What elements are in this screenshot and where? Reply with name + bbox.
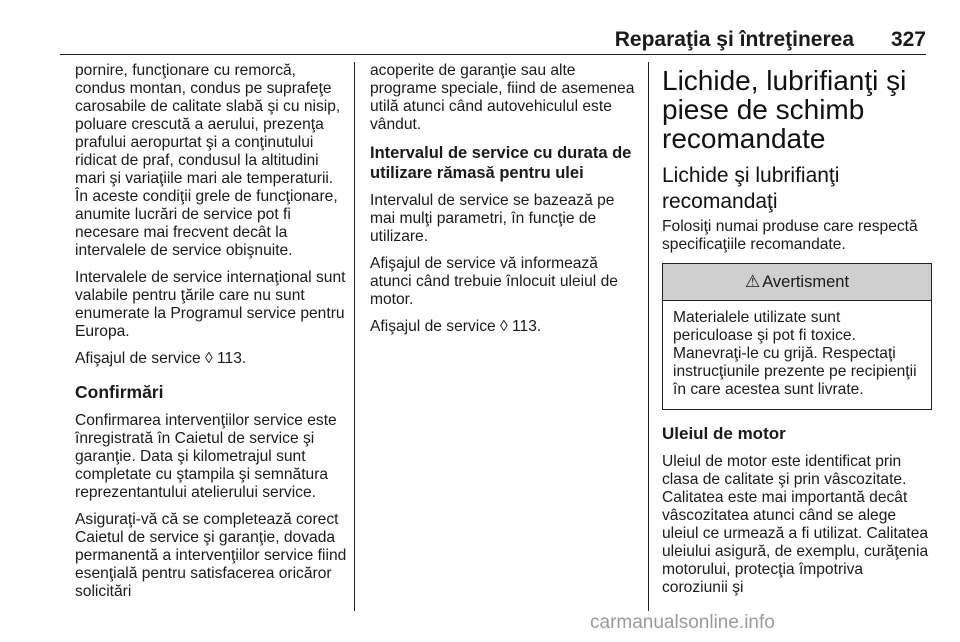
paragraph: pornire, funcţionare cu remorcă, condus montan, condus pe suprafeţe carosabile de calitate slabă şi cu nisip, poluare crescută a aerului, prezenţa prafului aeropurtat şi a conţinutului ridicat de praf, condusul la altitudini mari şi variaţiile mari ale temperaturii. În aceste condiţii grele de funcţionare, anumite lucrări de service pot fi necesare mai frecvent decât la intervalele de service obişnuite.: [75, 62, 341, 259]
paragraph: Folosiţi numai produse care respectă specificaţiile recomandate.: [662, 218, 918, 253]
paragraph: Uleiul de motor este identificat prin clasa de calitate şi prin vâscozitate. Calitatea este mai importantă decât vâscozitatea atunci când se alege uleiul ce urmează a fi utilizat. Calitatea uleiului asigură, de exemplu, curăţenia motorului, protecţia împotriva coroziunii şi: [662, 453, 929, 596]
column-1: [75, 62, 347, 610]
section-heading-fluids: Lichide şi lubrifianţi recomandaţi: [662, 164, 840, 213]
page-header: [60, 26, 926, 55]
paragraph: Asiguraţi-vă că se completează corect Caietul de service şi garanţie, dovada permanentă a intervenţiilor service fiind esenţială pentru satisfacerea oricăror solicitări: [75, 511, 347, 600]
warning-box: [662, 263, 932, 410]
section-heading-engine-oil: Uleiul de motor: [662, 424, 786, 443]
watermark: carmanualsonline.info: [590, 612, 775, 633]
paragraph: acoperite de garanţie sau alte programe speciale, fiind de asemenea utilă atunci când autovehiculul este vândut.: [370, 62, 635, 133]
section-heading-oil-interval: Intervalul de service cu durata de utilizare rămasă pentru ulei: [370, 144, 632, 182]
column-3: [662, 62, 932, 606]
paragraph: Intervalul de service se bazează pe mai mulţi parametri, în funcţie de utilizare.: [370, 192, 615, 245]
warning-title: Avertisment: [762, 273, 850, 291]
paragraph: Confirmarea intervenţiilor service este înregistrată în Caietul de service şi garanţie. Data şi kilometrajul sunt completate cu ştampila şi semnătura reprezentantului atelierului service.: [75, 412, 337, 501]
column-2: [370, 62, 638, 345]
paragraph-crossref: Afişajul de service ◊ 113.: [75, 350, 247, 367]
column-divider: [354, 62, 355, 611]
page-number: 327: [890, 28, 926, 51]
paragraph-crossref: Afişajul de service ◊ 113.: [370, 318, 542, 335]
chapter-heading: Lichide, lubrifianţi şi piese de schimb recomandate: [662, 65, 907, 154]
paragraph: Afişajul de service vă informează atunci când trebuie înlocuit uleiul de motor.: [370, 255, 618, 308]
paragraph: Intervalele de service internaţional sunt valabile pentru ţările care nu sunt enumerate la Programul service pentru Europa.: [75, 269, 346, 340]
warning-triangle-icon: ⚠: [744, 272, 761, 291]
header-title: Reparaţia şi întreţinerea: [614, 28, 854, 51]
column-divider: [648, 62, 649, 611]
section-heading-confirmations: Confirmări: [75, 382, 164, 402]
warning-header: [663, 264, 931, 301]
warning-text: Materialele utilizate sunt periculoase şi pot fi toxice. Manevraţi-le cu grijă. Respectaţi instrucţiunile prezente pe recipienţii în care acestea sunt livrate.: [673, 309, 917, 398]
